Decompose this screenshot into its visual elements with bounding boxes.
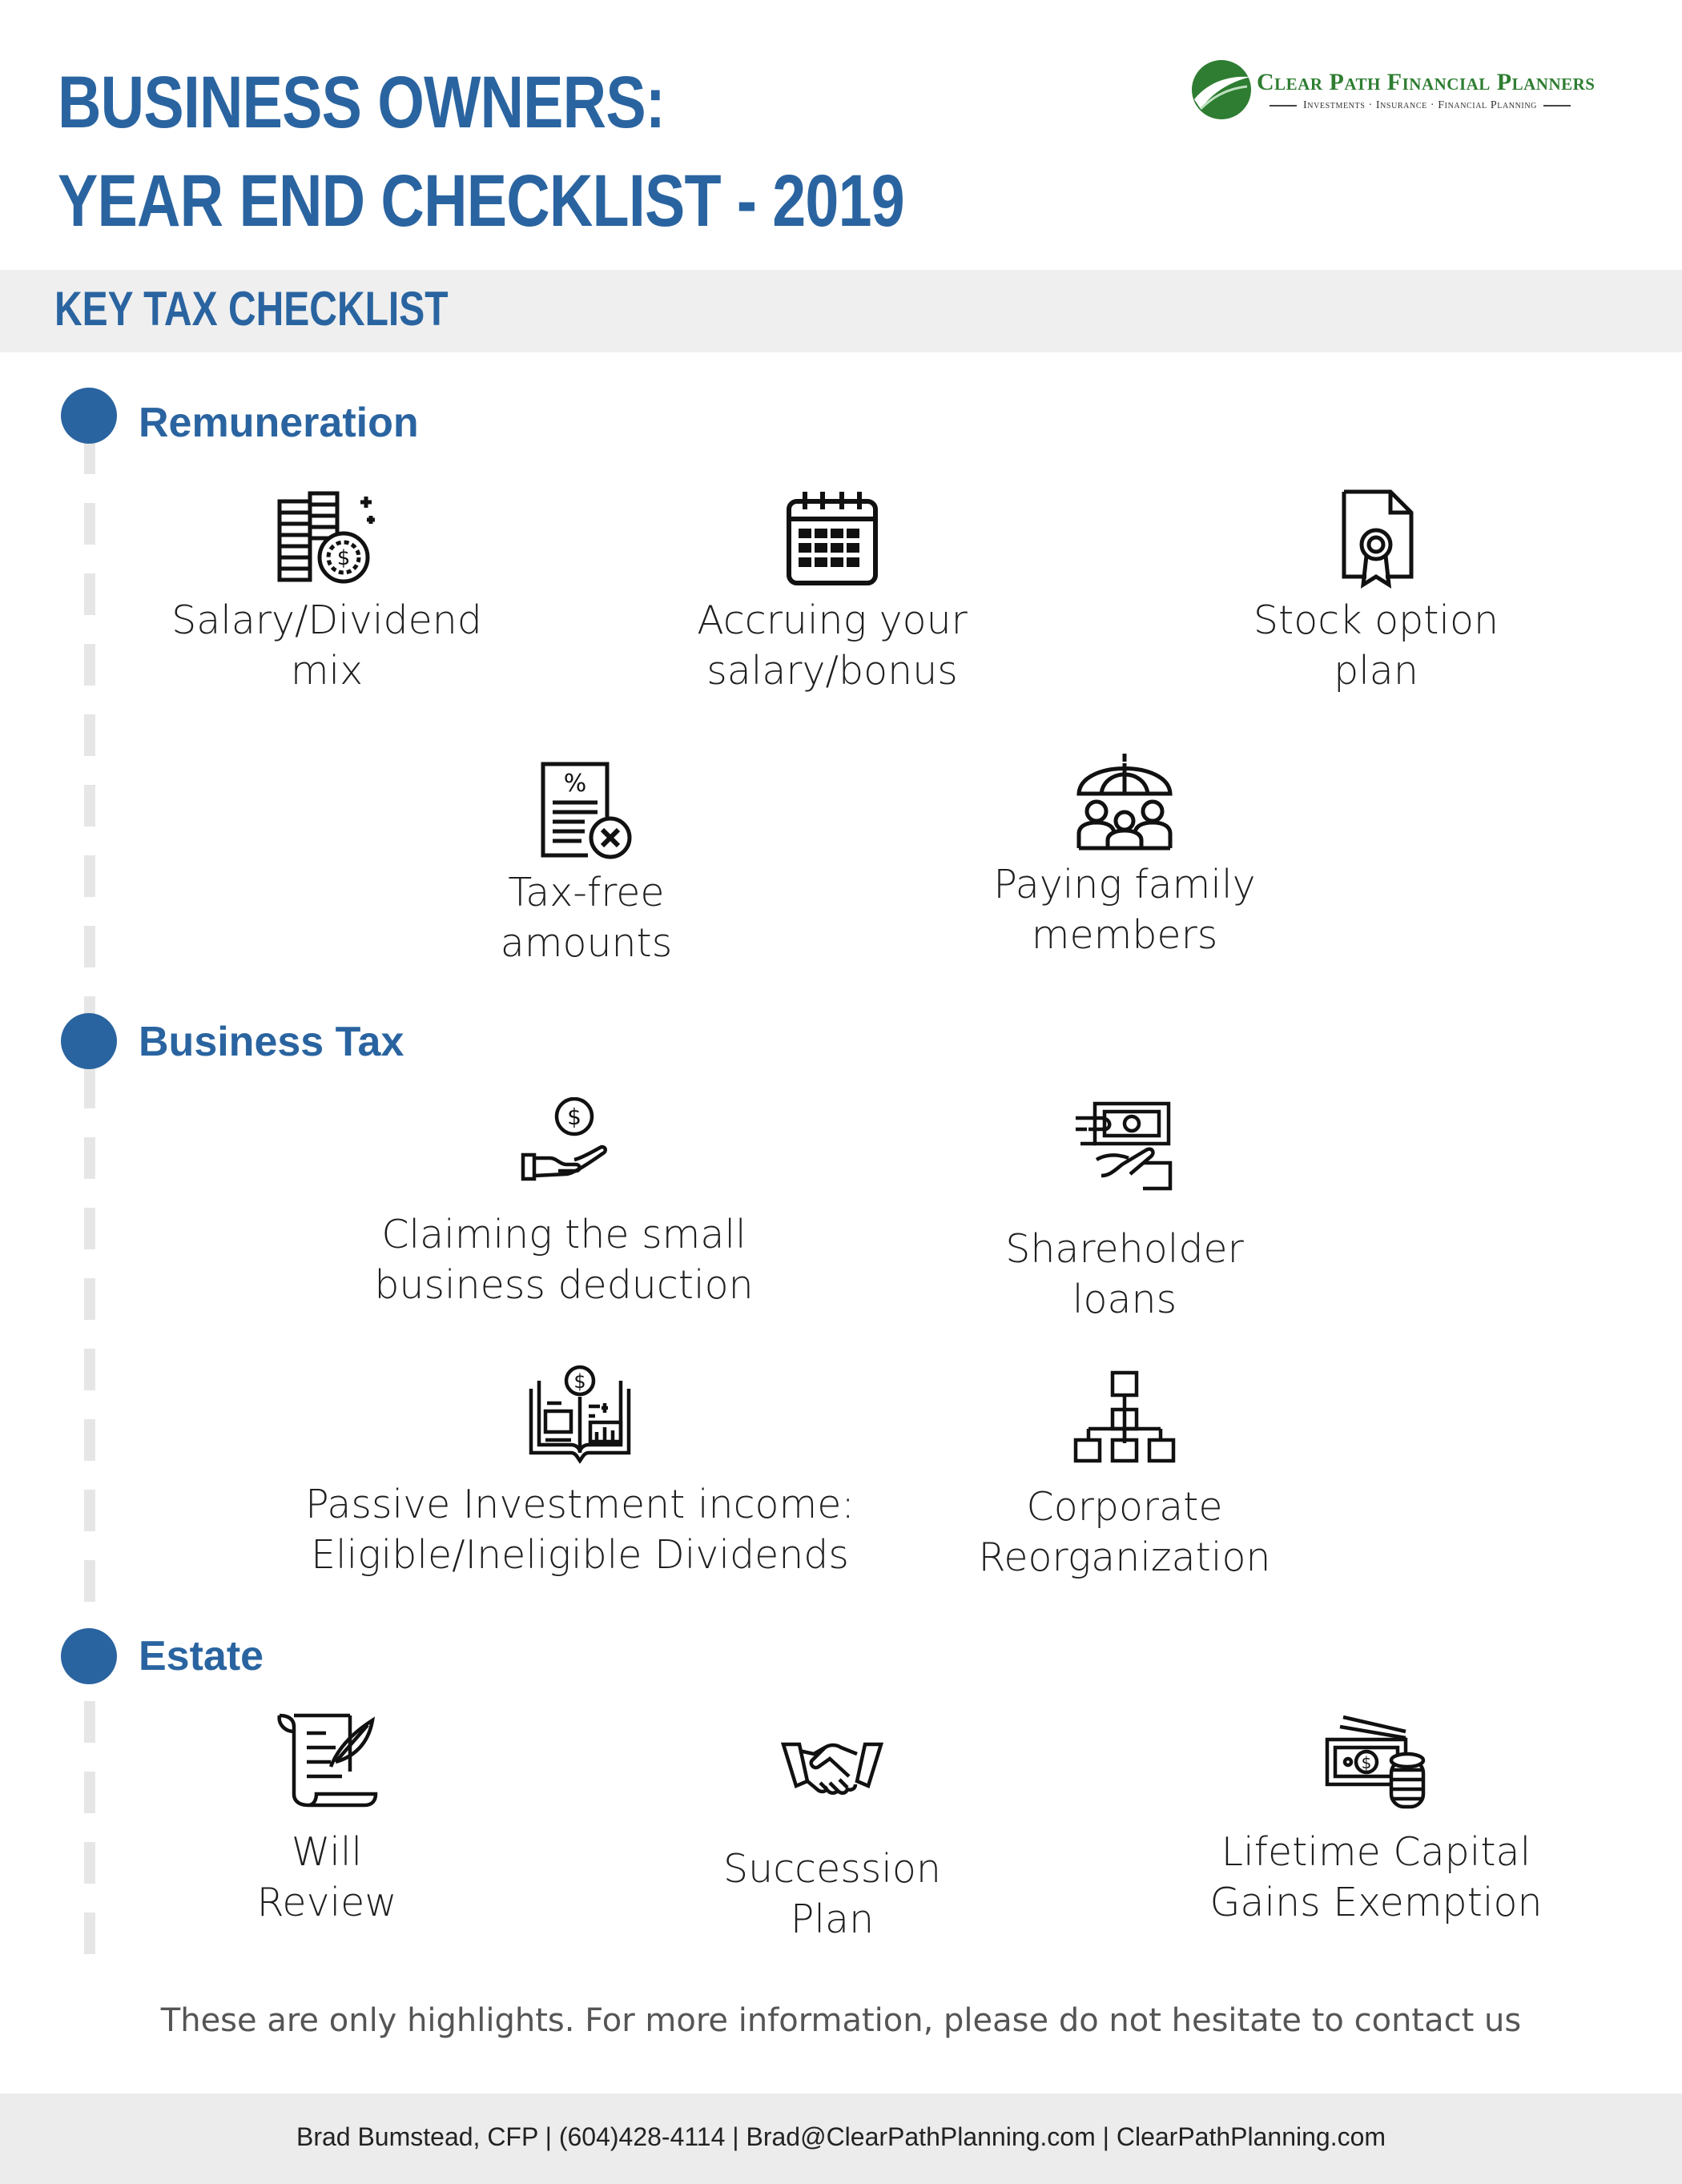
item-caption: Will Review [256,1829,397,1925]
hand-dollar-icon [520,1097,608,1185]
title-line-1: BUSINESS OWNERS: [58,62,666,143]
svg-text:$: $ [1361,1753,1372,1772]
band-title: KEY TAX CHECKLIST [54,282,449,336]
checklist-item-capital-gains [1096,1711,1656,1928]
checklist-item-stock-option [1096,489,1656,696]
checklist-item-tax-free [306,761,867,968]
will-scroll-icon [275,1711,379,1811]
item-caption: Salary/Dividend mix [171,597,482,694]
calendar-icon [784,489,880,589]
svg-text:$: $ [573,1370,586,1393]
item-caption: Paying family members [993,862,1256,958]
timeline-dot-estate [61,1628,117,1684]
investment-book-icon [528,1365,632,1465]
coins-icon [275,489,379,589]
item-caption: Lifetime Capital Gains Exemption [1209,1829,1543,1925]
svg-text:$: $ [336,546,351,570]
contact-info: Brad Bumstead, CFP | (604)428-4114 | Brad@ClearPathPlanning.com | ClearPathPlanning.com [296,2122,1386,2151]
org-chart-icon [1072,1370,1177,1464]
checklist-item-will-review [46,1711,607,1928]
logo-company-name: Clear Path Financial Planners [1257,69,1595,95]
certificate-document-icon [1336,489,1416,589]
item-caption: Accruing your salary/bonus [697,597,968,694]
item-caption: Tax-free amounts [500,870,673,966]
checklist-item-salary-dividend [46,489,607,696]
item-caption: Passive Investment income: Eligible/Ineligible Dividends [305,1482,855,1578]
svg-text:%: % [563,770,587,798]
checklist-item-succession-plan [552,1735,1113,1945]
logo-tagline: Investments · Insurance · Financial Planning [1270,99,1571,112]
handshake-icon [780,1735,884,1807]
hand-cash-icon [1072,1097,1177,1201]
timeline-dot-business-tax [61,1013,117,1069]
cash-coins-icon [1324,1711,1428,1811]
checklist-item-small-business-deduction [284,1097,844,1310]
tax-document-icon [538,761,634,861]
swoosh-logo-icon [1189,58,1253,122]
section-label-estate: Estate [139,1633,264,1679]
section-label-business-tax: Business Tax [139,1019,404,1065]
item-caption: Stock option plan [1253,597,1499,694]
item-caption: Succession Plan [723,1846,941,1942]
family-umbrella-icon [1072,749,1177,853]
checklist-item-paying-family [844,749,1405,960]
checklist-item-corporate-reorganization [844,1370,1405,1583]
title-line-2: YEAR END CHECKLIST - 2019 [58,160,904,242]
footer-note: These are only highlights. For more information, please do not hesitate to contact us [160,2002,1522,2039]
item-caption: Claiming the small business deduction [374,1212,754,1308]
svg-text:$: $ [567,1104,581,1130]
checklist-item-shareholder-loans [844,1097,1405,1325]
checklist-item-passive-investment [300,1365,860,1580]
item-caption: Shareholder loans [1005,1226,1244,1322]
timeline-dot-remuneration [61,388,117,444]
checklist-item-accruing-salary [552,489,1113,696]
company-logo [1189,54,1606,127]
section-label-remuneration: Remuneration [139,400,419,446]
item-caption: Corporate Reorganization [978,1484,1271,1580]
